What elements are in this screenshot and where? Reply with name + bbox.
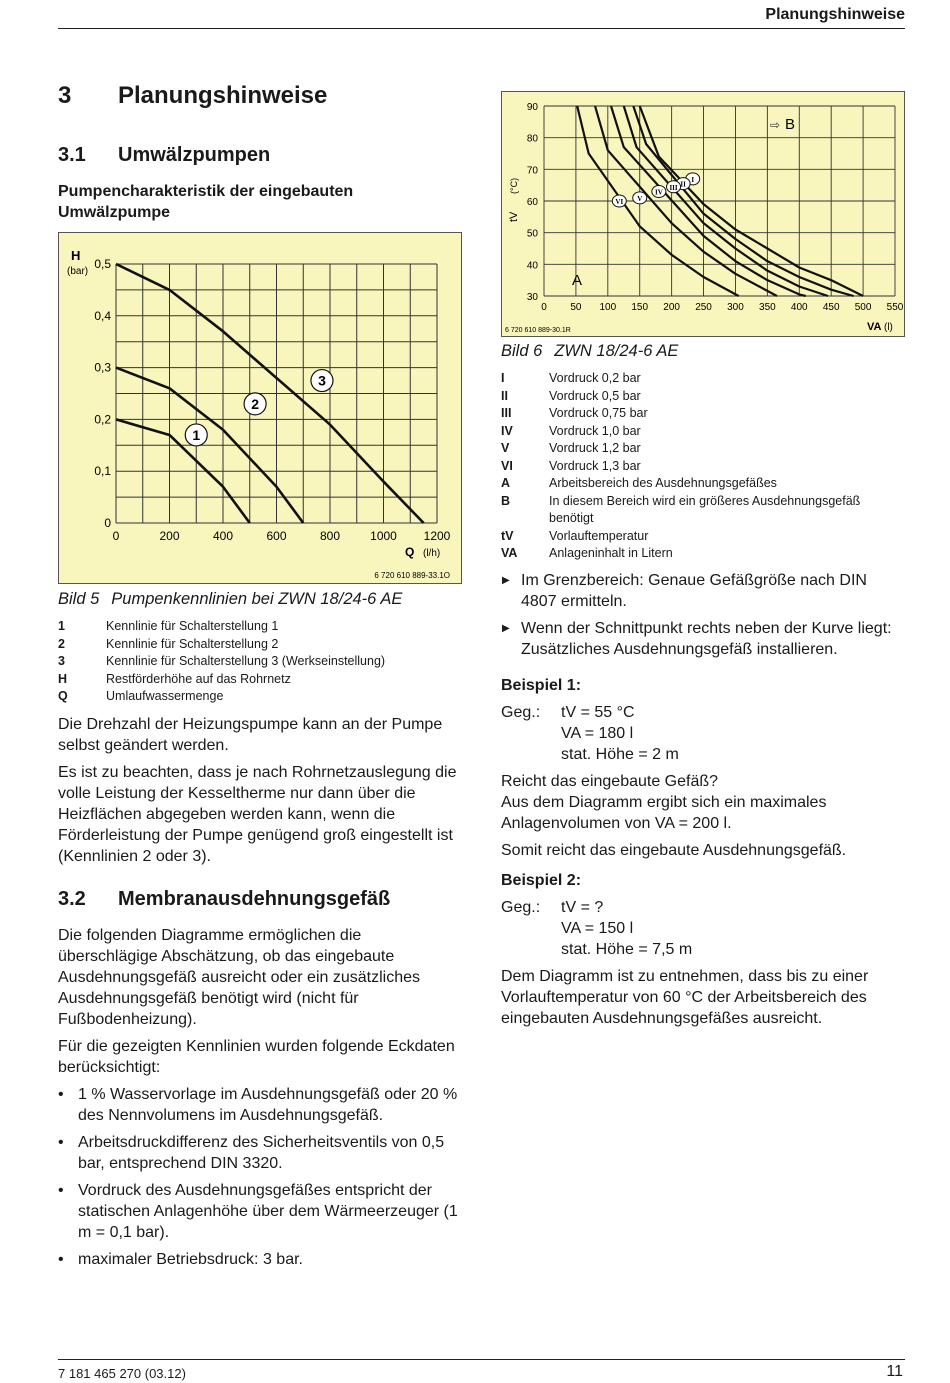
y-tick-label: 90 [526,102,538,113]
action-list [501,570,906,666]
given-line: stat. Höhe = 2 m [561,746,679,763]
curve-label-II: II [680,180,686,189]
given-line: Geg.: tV = 55 °C [501,704,635,721]
legend-row: A Arbeitsbereich des Ausdehnungsgefäßes [501,476,777,490]
paragraph: Somit reicht das eingebaute Ausdehnungsgefäß. [501,842,847,859]
figure-code: 6 720 610 889-33.1O [374,571,450,580]
criteria-list [58,1084,458,1270]
example-1 [501,675,906,867]
legend-row: I Vordruck 0,2 bar [501,371,641,385]
y-tick-label: 70 [526,165,538,177]
page-number: 11 [886,1363,903,1380]
figure-5-legend [58,618,468,706]
x-tick-label: 1000 [370,529,397,543]
header-rule [58,28,905,29]
x-tick-label: 800 [319,529,341,543]
x-tick-label: 1200 [423,529,451,543]
given-line: Geg.: tV = ? [501,899,604,916]
legend-row: VA Anlageninhalt in Litern [501,546,673,560]
legend-row: 2 Kennlinie für Schalterstellung 2 [58,636,279,651]
x-tick-label: 0 [112,529,120,543]
given-line: stat. Höhe = 7,5 m [561,941,693,958]
footer-rule [58,1359,905,1360]
action-item: ▶ Im Grenzbereich: Genaue Gefäßgröße nach DIN 4807 ermitteln. [501,570,906,612]
y-tick-label: 0,2 [94,412,111,427]
curve-label-V: V [637,194,643,203]
y-axis-unit: (°C) [509,177,519,194]
list-item: • Vordruck des Ausdehnungsgefäßes entspricht der statischen Anlagenhöhe über dem Wärmeerzeuger (1 m = 0,1 bar). [58,1180,458,1243]
caption-text: Pumpenkennlinien bei ZWN 18/24-6 AE [111,590,403,608]
y-tick-label: 0,3 [94,360,111,375]
paragraph: Die folgenden Diagramme ermöglichen die überschlägige Abschätzung, ob das eingebaute Ausdehnungsgefäß ausreicht oder ein zusätzliches Ausdehnungsgefäß benötigt wird (nicht für Fußbodenheizung). [58,927,420,1028]
curve-label-IV: IV [654,188,663,197]
section-number: 3 [58,82,72,109]
paragraph: Es ist zu beachten, dass je nach Rohrnetzauslegung die volle Leistung der Kesseltherme nur dann über die Heizflächen abgegeben werden kann, wenn die Förderleistung der Pumpe genügend groß eingestellt ist (Kennlinien 2 oder 3). [58,764,457,865]
figure-6-expansion-chart [501,91,905,337]
subsection-number: 3.1 [58,144,86,166]
y-tick-label: 30 [526,292,538,303]
region-b-label: B [785,116,796,133]
x-tick-label: 150 [631,302,649,313]
legend-row: 3 Kennlinie für Schalterstellung 3 (Werkseinstellung) [58,654,386,668]
legend-row: tV Vorlauftemperatur [501,528,649,543]
x-tick-label: 350 [759,302,776,313]
y-axis-unit: (bar) [67,266,89,277]
legend-row: II Vordruck 0,5 bar [501,388,641,403]
region-a-label: A [572,272,583,289]
list-item: • Arbeitsdruckdifferenz des Sicherheitsventils von 0,5 bar, entsprechend DIN 3320. [58,1132,458,1174]
section-title: Planungshinweise [118,82,328,109]
y-tick-label: 60 [526,197,538,208]
example-title: Beispiel 2: [501,872,582,889]
x-tick-label: 200 [159,529,180,543]
x-tick-label: 300 [727,302,744,313]
x-tick-label: 250 [695,302,712,313]
caption-number: Bild 6 [501,342,543,360]
caption-number: Bild 5 [58,590,100,608]
y-tick-label: 50 [526,228,538,240]
x-tick-label: 400 [790,302,808,313]
figure-5-caption [58,590,402,609]
y-tick-label: 0 [104,516,111,530]
legend-row: IV Vordruck 1,0 bar [501,423,641,438]
section-heading [58,82,327,110]
y-axis-symbol: H [71,248,81,263]
subsection-3-2-heading [58,888,390,911]
figure-6-legend [501,370,906,563]
example-2 [501,870,906,1035]
y-tick-label: 80 [526,133,538,145]
legend-row: H Restförderhöhe auf das Rohrnetz [58,671,291,686]
x-tick-label: 550 [886,302,904,313]
x-tick-label: 450 [822,302,840,313]
curve-label-I: I [691,175,695,184]
curve-label-2: 2 [251,395,259,412]
legend-row: Q Umlaufwassermenge [58,689,224,703]
action-item: ▶ Wenn der Schnittpunkt rechts neben der Kurve liegt: Zusätzliches Ausdehnungsgefäß installieren. [501,618,906,660]
left-body-text [58,714,463,873]
x-tick-label: 500 [854,302,872,313]
arrow-right-icon: ⇨ [770,118,781,132]
x-tick-label: 600 [266,529,287,543]
running-header: Planungshinweise [765,6,905,23]
x-tick-label: 200 [663,302,680,313]
legend-row: VI Vordruck 1,3 bar [501,458,641,473]
curve-label-3: 3 [318,372,326,389]
legend-row: V Vordruck 1,2 bar [501,441,641,455]
paragraph: Für die gezeigten Kennlinien wurden folgende Eckdaten berücksichtigt: [58,1038,455,1076]
subsection-3-1-heading [58,144,270,167]
list-item: • maximaler Betriebsdruck: 3 bar. [58,1249,458,1270]
paragraph: Reicht das eingebaute Gefäß? [501,773,719,790]
figure-5-pump-chart [58,232,462,584]
expansion-vessel-text [58,925,458,1276]
x-axis-symbol: Q [405,545,415,559]
figure-code: 6 720 610 889-30.1R [505,327,571,334]
y-axis-symbol: tV [508,211,520,222]
figure-6-caption [501,342,678,361]
curve-label-1: 1 [192,426,201,443]
curve-label-III: III [669,183,678,192]
paragraph: Die Drehzahl der Heizungspumpe kann an der Pumpe selbst geändert werden. [58,716,443,754]
legend-row: III Vordruck 0,75 bar [501,406,648,420]
given-line: VA = 150 l [561,920,634,937]
subsection-title: Umwälzpumpen [118,144,271,166]
caption-text: ZWN 18/24-6 AE [554,342,679,360]
y-tick-label: 0,5 [94,257,111,271]
x-tick-label: 0 [541,302,547,313]
y-tick-label: 0,4 [94,308,111,323]
pump-heading: Pumpencharakteristik der eingebauten Umwälzpumpe [58,183,354,221]
x-tick-label: 400 [212,529,234,543]
y-tick-label: 40 [526,260,538,272]
given-line: VA = 180 l [561,725,634,742]
legend-row: B In diesem Bereich wird ein größeres Ausdehnungsgefäß benötigt [501,493,861,525]
paragraph: Dem Diagramm ist zu entnehmen, dass bis zu einer Vorlauftemperatur von 60 °C der Arbeitsbereich des eingebauten Ausdehnungsgefäßes ausreicht. [501,968,869,1027]
subsection-title: Membranausdehnungsgefäß [118,888,391,910]
paragraph: Aus dem Diagramm ergibt sich ein maximales Anlagenvolumen von VA = 200 l. [501,794,827,832]
list-item: • 1 % Wasservorlage im Ausdehnungsgefäß oder 20 % des Nennvolumens im Ausdehnungsgefäß. [58,1084,458,1126]
x-axis-unit: (l/h) [423,548,441,559]
expansion-chart-svg [502,92,906,338]
x-tick-label: 100 [599,302,617,313]
x-axis-symbol: VA [867,321,882,333]
subsection-number: 3.2 [58,888,86,910]
y-tick-label: 0,1 [94,464,111,479]
pump-grid [94,257,450,543]
x-tick-label: 50 [570,302,582,313]
document-number: 7 181 465 270 (03.12) [58,1366,186,1381]
example-title: Beispiel 1: [501,677,582,694]
curve-label-VI: VI [615,198,624,206]
pump-chart-svg [59,233,463,585]
legend-row: 1 Kennlinie für Schalterstellung 1 [58,619,279,633]
x-axis-unit: (l) [884,322,893,333]
